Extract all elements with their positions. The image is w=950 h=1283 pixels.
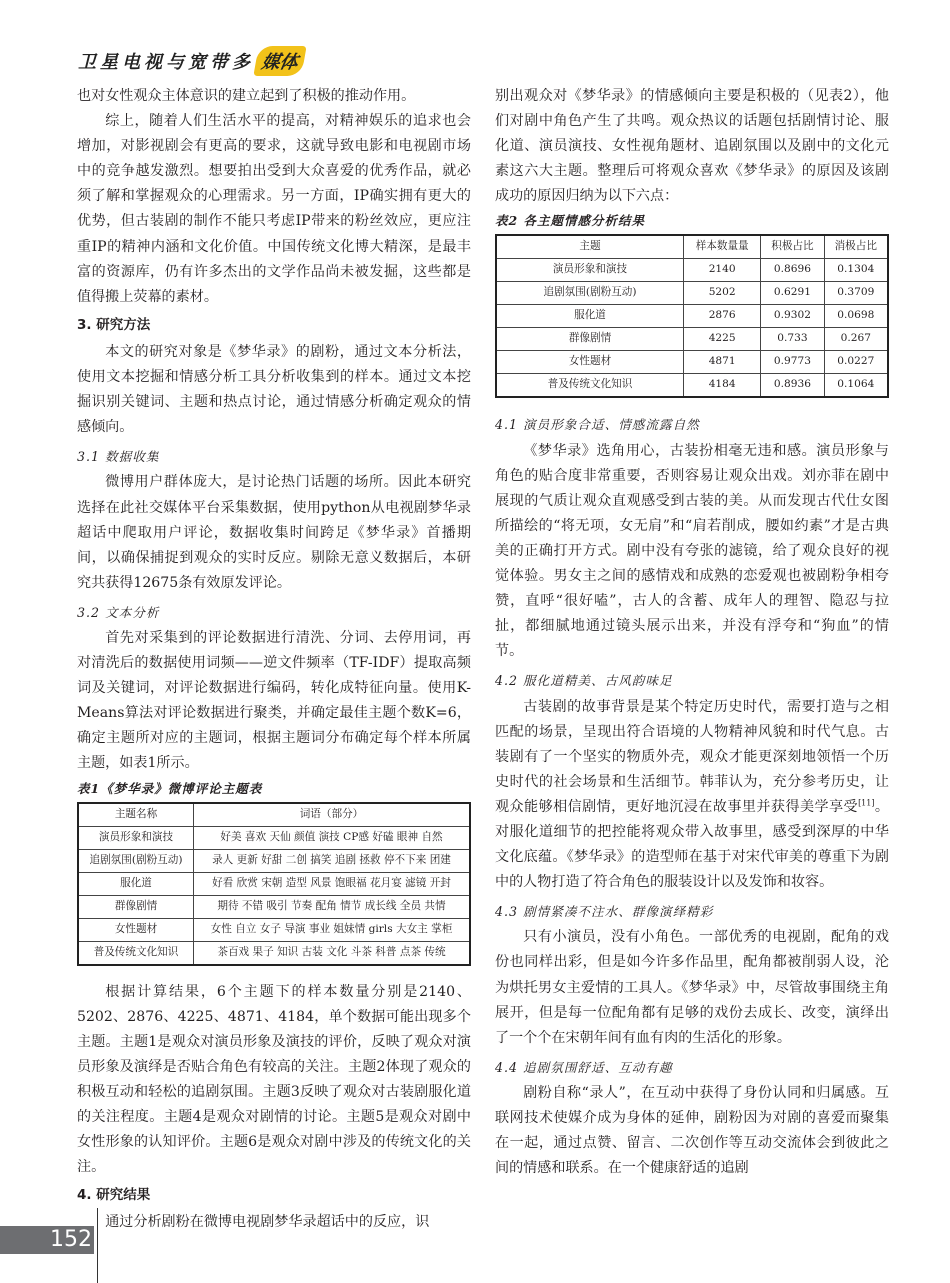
footer-divider xyxy=(97,1208,98,1283)
table1-caption: 表1《梦华录》微博评论主题表 xyxy=(77,780,263,796)
table-cell: 好看 欣赏 宋朝 造型 风景 饱眼福 花月宴 滤镜 开封 xyxy=(194,872,471,895)
table-cell: 群像剧情 xyxy=(496,328,684,351)
table-cell: 0.8936 xyxy=(761,374,824,398)
table-row xyxy=(496,282,888,305)
paragraph: 综上，随着人们生活水平的提高，对精神娱乐的追求也会增加，对影视剧会有更高的要求，这就导致电影和电视剧市场中的竞争越发激烈。想要拍出受到大众喜爱的优秀作品，就必须了解和掌握观众的心理需求。另一方面，IP确实拥有更大的优势，但古装剧的制作不能只考虑IP带来的粉丝效应，更应注重IP的精神内涵和文化价值。中国传统文化博大精深，是最丰富的资源库，仍有许多杰出的文学作品尚未被发掘，这些都是值得搬上荧幕的素材。 xyxy=(77,113,471,305)
table-cell: 0.0227 xyxy=(824,351,888,374)
table-cell: 0.6291 xyxy=(761,282,824,305)
table-header-cell: 主题 xyxy=(496,235,684,259)
subsection-heading: 3.1 数据收集 xyxy=(77,449,160,465)
paragraph-text: 古装剧的故事背景是某个特定历史时代，需要打造与之相匹配的场景，呈现出符合语境的人物精神风貌和时代气息。古装剧有了一个坚实的物质外壳，观众才能更深刻地领悟一个历史时代的社会场景和生活细节。韩菲认为，充分参考历史，让观众能够相信剧情，更好地沉浸在故事里并获得美学享受 xyxy=(495,698,889,815)
table-cell: 普及传统文化知识 xyxy=(78,941,194,965)
citation-ref: [11] xyxy=(858,798,875,808)
table-cell: 2876 xyxy=(684,305,761,328)
table-cell: 4871 xyxy=(684,351,761,374)
table-header-row xyxy=(496,235,888,259)
journal-title: 卫星电视与宽带多 xyxy=(78,52,254,73)
subsection-heading: 4.4 追剧氛围舒适、互动有趣 xyxy=(495,1059,673,1075)
table-row xyxy=(78,895,470,918)
table1 xyxy=(77,802,471,966)
table-header-cell: 词语（部分） xyxy=(194,803,471,827)
paragraph: 本文的研究对象是《梦华录》的剧粉，通过文本分析法，使用文本挖掘和情感分析工具分析收集到的样本。通过文本挖掘识别关键词、主题和热点讨论，通过情感分析确定观众的情感倾向。 xyxy=(77,343,471,436)
table-cell: 女性题材 xyxy=(78,918,194,941)
table-cell: 0.0698 xyxy=(824,305,888,328)
table-cell: 0.733 xyxy=(761,328,824,351)
table-cell: 普及传统文化知识 xyxy=(496,374,684,398)
table-cell: 女性 自立 女子 导演 事业 姐妹情 girls 大女主 掌柜 xyxy=(194,918,471,941)
table-row xyxy=(78,826,470,849)
table-header-cell: 消极占比 xyxy=(824,235,888,259)
paragraph: 别出观众对《梦华录》的情感倾向主要是积极的（见表2），他们对剧中角色产生了共鸣。观众热议的话题包括剧情讨论、服化道、演员演技、女性视角题材、追剧氛围以及剧中的文化元素这六大主题。整理后可将观众喜欢《梦华录》的原因及该剧成功的原因归纳为以下六点： xyxy=(495,88,889,205)
table-cell: 服化道 xyxy=(78,872,194,895)
table-cell: 0.3709 xyxy=(824,282,888,305)
page-number: 152 xyxy=(0,1226,94,1254)
table-cell: 群像剧情 xyxy=(78,895,194,918)
table-row xyxy=(496,328,888,351)
table-header-cell: 主题名称 xyxy=(78,803,194,827)
table-cell: 好美 喜欢 天仙 颜值 演技 CP感 好磕 眼神 自然 xyxy=(194,826,471,849)
table-cell: 0.9773 xyxy=(761,351,824,374)
table-cell: 期待 不错 吸引 节奏 配角 情节 成长线 全员 共情 xyxy=(194,895,471,918)
table-cell: 0.1304 xyxy=(824,259,888,282)
table-row xyxy=(78,941,470,965)
section-heading: 3. 研究方法 xyxy=(77,316,151,333)
paragraph: 剧粉自称“录人”，在互动中获得了身份认同和归属感。互联网技术使媒介成为身体的延伸，剧粉因为对剧的喜爱而聚集在一起，通过点赞、留言、二次创作等互动交流体会到彼此之间的情感和联系。在一个健康舒适的追剧 xyxy=(495,1084,889,1177)
subsection-heading: 4.3 剧情紧凑不注水、群像演绎精彩 xyxy=(495,904,714,920)
section-heading: 4. 研究结果 xyxy=(77,1187,151,1204)
table-cell: 0.1064 xyxy=(824,374,888,398)
paragraph xyxy=(495,695,889,896)
table-cell: 服化道 xyxy=(496,305,684,328)
journal-masthead xyxy=(78,44,304,78)
paragraph: 微博用户群体庞大，是讨论热门话题的场所。因此本研究选择在此社交媒体平台采集数据，使用python从电视剧梦华录超话中爬取用户评论，数据收集时间跨足《梦华录》首播期间，以确保捕捉到观众的实时反应。剔除无意义数据后，本研究共获得12675条有效原发评论。 xyxy=(77,474,471,591)
table-cell: 追剧氛围(剧粉互动) xyxy=(78,849,194,872)
table-cell: 0.267 xyxy=(824,328,888,351)
left-column xyxy=(77,84,471,1235)
table-row xyxy=(496,259,888,282)
table-row xyxy=(78,872,470,895)
table-cell: 4184 xyxy=(684,374,761,398)
table-header-row xyxy=(78,803,470,827)
subsection-heading: 4.2 服化道精美、古风韵味足 xyxy=(495,673,673,689)
table-cell: 0.9302 xyxy=(761,305,824,328)
table-header-cell: 样本数量量 xyxy=(684,235,761,259)
table-cell: 演员形象和演技 xyxy=(496,259,684,282)
table2-caption: 表2 各主题情感分析结果 xyxy=(495,213,646,229)
table2 xyxy=(495,234,889,398)
table-row xyxy=(496,374,888,398)
paragraph: 《梦华录》选角用心，古装扮相毫无违和感。演员形象与角色的贴合度非常重要，否则容易让观众出戏。刘亦菲在剧中展现的气质让观众直观感受到古装的美。从而发现古代仕女图所描绘的“将无项，女无肩”和“肩若削成，腰如约素”才是古典美的正确打开方式。剧中没有夸张的滤镜，给了观众良好的视觉体验。男女主之间的感情戏和成熟的恋爱观也被剧粉争相夸赞，直呼“很好嗑”，古人的含蓄、成年人的理智、隐忍与拉扯，都细腻地通过镜头展示出来，并没有浮夸和“狗血”的情节。 xyxy=(495,442,889,660)
table-cell: 茶百戏 果子 知识 古装 文化 斗茶 科普 点茶 传统 xyxy=(194,941,471,965)
table-cell: 追剧氛围(剧粉互动) xyxy=(496,282,684,305)
table-header-cell: 积极占比 xyxy=(761,235,824,259)
paragraph: 也对女性观众主体意识的建立起到了积极的推动作用。 xyxy=(77,88,416,104)
right-column xyxy=(495,84,889,1181)
paragraph: 通过分析剧粉在微博电视剧梦华录超话中的反应，识 xyxy=(105,1214,430,1231)
subsection-heading: 4.1 演员形象合适、情感流露自然 xyxy=(495,417,700,433)
table-cell: 录人 更新 好甜 二创 搞笑 追剧 拯救 停不下来 团建 xyxy=(194,849,471,872)
journal-title-badge: 媒体 xyxy=(253,46,306,76)
paragraph: 根据计算结果，6个主题下的样本数量分别是2140、5202、2876、4225、4871、4184，单个数据可能出现多个主题。主题1是观众对演员形象及演技的评价，反映了观众对演员形象及演绎是否贴合角色有较高的关注。主题2体现了观众的积极互动和轻松的追剧氛围。主题3反映了观众对古装剧服化道的关注程度。主题4是观众对剧情的讨论。主题5是观众对剧中女性形象的认知评价。主题6是观众对剧中涉及的传统文化的关注。 xyxy=(77,983,471,1176)
table-cell: 4225 xyxy=(684,328,761,351)
table-row xyxy=(78,918,470,941)
paragraph: 只有小演员，没有小角色。一部优秀的电视剧，配角的戏份也同样出彩，但是如今许多作品里，配角都被削弱人设，沦为烘托男女主爱情的工具人。《梦华录》中，尽管故事围绕主角展开，但是每一位配角都有足够的戏份去成长、改变，演绎出了一个个在宋朝年间有血有肉的生活化的形象。 xyxy=(495,929,889,1046)
table-cell: 0.8696 xyxy=(761,259,824,282)
table-cell: 2140 xyxy=(684,259,761,282)
subsection-heading: 3.2 文本分析 xyxy=(77,604,160,620)
table-cell: 5202 xyxy=(684,282,761,305)
paragraph-text: 。对服化道细节的把控能将观众带入故事里，感受到深厚的中华文化底蕴。《梦华录》的造型师在基于对宋代审美的尊重下为剧中的人物打造了符合角色的服装设计以及发饰和妆容。 xyxy=(495,798,890,891)
table-cell: 女性题材 xyxy=(496,351,684,374)
table-cell: 演员形象和演技 xyxy=(78,826,194,849)
paragraph: 首先对采集到的评论数据进行清洗、分词、去停用词，再对清洗后的数据使用词频——逆文件频率（TF-IDF）提取高频词及关键词，对评论数据进行编码，转化成特征向量。使用K-Means算法对评论数据进行聚类，并确定最佳主题个数K=6，确定主题所对应的主题词，根据主题词分布确定每个样本所属主题，如表1所示。 xyxy=(77,629,471,772)
table-row xyxy=(78,849,470,872)
table-row xyxy=(496,305,888,328)
table-row xyxy=(496,351,888,374)
